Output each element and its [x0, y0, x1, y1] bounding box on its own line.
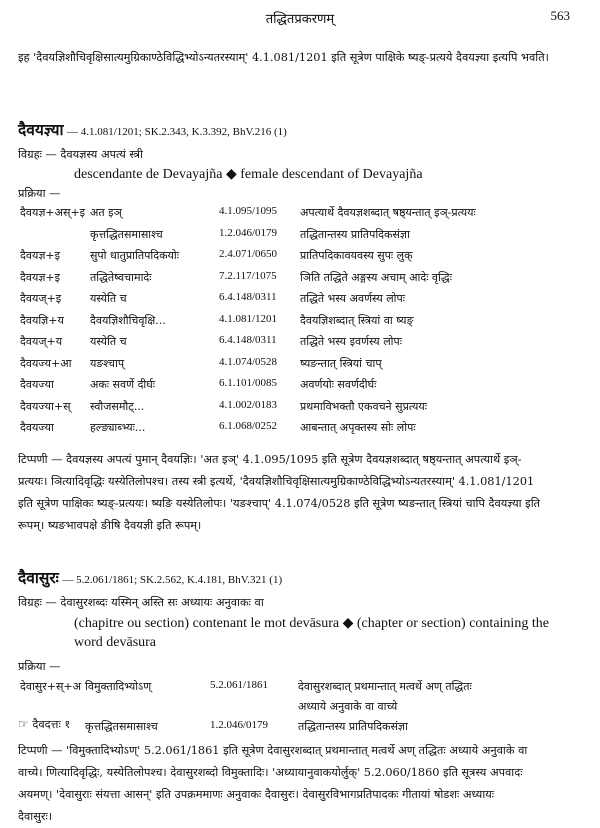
sutra-number: 6.1.068/0252: [219, 420, 278, 432]
prakriya-row: [0, 291, 600, 313]
sutra-number: 6.1.101/0085: [219, 377, 278, 389]
sutra-name: अत इञ्: [90, 206, 122, 219]
prakriya-row: [0, 719, 600, 741]
sutra-name: दैवयज्ञिशौचिवृक्षि...: [90, 313, 166, 327]
prakriya-row: [0, 399, 600, 421]
derivation-form: दैवयज्या: [20, 421, 54, 434]
tippani-line: टिप्पणी — दैवयज्ञस्य अपत्यं पुमान् दैवयज्ञिः। 'अत इञ्' 4.1.095/1095 इति सूत्रेण दैवयज्ञशब्दात् षष्ठ्यन्तात् अपत्यार्थे इञ्-: [18, 453, 522, 466]
entry-refs: — 4.1.081/1201; SK.2.343, K.3.392, BhV.216 (1): [66, 126, 287, 138]
explanation: तद्धितान्तस्य प्रातिपदिकसंज्ञा: [298, 720, 408, 733]
tippani-2: [18, 740, 584, 828]
prakriya-row: [0, 377, 600, 399]
derivation-form: दैवयज्+इ: [20, 292, 62, 305]
entry-heading-1: [18, 118, 287, 140]
page-number: 563: [550, 8, 570, 23]
prakriya-label: प्रक्रिया —: [18, 660, 61, 673]
explanation: तद्धिते भस्य अवर्णस्य लोपः: [300, 292, 405, 305]
tippani-line: प्रत्ययः। ञित्यादिवृद्धिः यस्येतिलोपश्च। तस्य स्त्री इत्यर्थे, 'दैवयज्ञिशौचिवृक्षिसात्यमुग्रिकाण्ठेविद्धिभ्योऽन्यतरस्याम्' 4.1.081/1201: [18, 475, 535, 488]
sutra-name: अकः सवर्णे दीर्घः: [90, 378, 155, 391]
translation: (chapitre ou section) contenant le mot devāsura ◆ (chapter or section) containing the: [74, 616, 549, 631]
entry-word: दैवासुरः: [18, 568, 59, 587]
entry-word: दैवयज्ञ्या: [18, 120, 64, 139]
derivation-form: दैवयज्या+स्: [20, 399, 71, 413]
daivadatta-note: [18, 717, 70, 732]
prakriya-row: [0, 248, 600, 270]
explanation: तद्धितान्तस्य प्रातिपदिकसंज्ञा: [300, 227, 410, 241]
explanation: ञिति तद्धिते अङ्गस्य अचाम् आदेः वृद्धिः: [300, 270, 452, 284]
daivadatta-text: दैवदत्तः १: [32, 718, 71, 731]
prakriya-row: [0, 356, 600, 378]
sutra-number: 1.2.046/0179: [210, 719, 269, 731]
prakriya-row: [0, 699, 600, 721]
explanation: तद्धिते भस्य इवर्णस्य लोपः: [300, 335, 402, 348]
tippani-line: वाच्ये। णित्यादिवृद्धिः, यस्येतिलोपश्च। देवासुरशब्दो विमुक्तादिः। 'अध्यायानुवाकयोर्लुक्' 5.2.060/1860 इति सूत्रस्य अपवादः: [18, 766, 523, 779]
explanation: अध्याये अनुवाके वा वाच्ये: [298, 700, 398, 713]
derivation-form: दैवयज्ञि+य: [20, 313, 64, 327]
sutra-number: 5.2.061/1861: [210, 679, 269, 691]
explanation: आबन्तात् अपृक्तस्य सोः लोपः: [300, 421, 416, 434]
tippani-line: टिप्पणी — 'विमुक्तादिभ्योऽण्' 5.2.061/1861 इति सूत्रेण देवासुरशब्दात् प्रथमान्तात् मत्वर्थे अण् तद्धितः अध्याये अनुवाके वा: [18, 744, 528, 757]
prakriya-label: प्रक्रिया —: [18, 187, 61, 200]
sutra-name: कृत्तद्धितसमासाश्च: [85, 720, 158, 733]
vigraha: विग्रहः — देवासुरशब्दः यस्मिन् अस्ति सः अध्यायः अनुवाकः वा: [18, 596, 264, 609]
intro-paragraph: इह 'दैवयज्ञिशौचिवृक्षिसात्यमुग्रिकाण्ठेविद्धिभ्योऽन्यतरस्याम्' 4.1.081/1201 इति सूत्रेण पाक्षिके ष्यङ्-प्रत्यये दैवयज्ञ्या इत्यपि भवति।: [18, 51, 549, 64]
sutra-number: 4.1.095/1095: [219, 205, 278, 217]
tippani-line: दैवासुरः।: [18, 810, 53, 823]
explanation: प्रथमाविभक्तौ एकवचने सुप्रत्ययः: [300, 399, 428, 413]
sutra-name: कृत्तद्धितसमासाश्च: [90, 227, 163, 241]
derivation-form: दैवयज्या: [20, 378, 54, 391]
explanation: अवर्णयोः सवर्णदीर्घः: [300, 378, 377, 391]
sutra-name: तद्धितेष्वचामादेः: [90, 270, 152, 284]
sutra-number: 2.4.071/0650: [219, 248, 278, 260]
explanation: प्रातिपदिकावयवस्य सुपः लुक्: [300, 249, 413, 262]
derivation-form: दैवयज्ञ+इ: [20, 249, 61, 262]
sutra-name: यङश्चाप्: [90, 356, 125, 370]
prakriya-row: [0, 205, 600, 227]
explanation: देवासुरशब्दात् प्रथमान्तात् मत्वर्थे अण् तद्धितः: [298, 680, 472, 693]
translation: descendante de Devayajña ◆ female descendant of Devayajña: [74, 167, 423, 182]
derivation-form: दैवयज्ञ+इ: [20, 270, 61, 284]
derivation-form: दैवयज्ञ+अस्+इ: [20, 206, 86, 219]
derivation-form: देवासुर+स्+अ: [20, 680, 82, 693]
sutra-number: 6.4.148/0311: [219, 291, 277, 303]
explanation: दैवयज्ञिशब्दात् स्त्रियां वा ष्यङ्: [300, 313, 414, 327]
sutra-number: 4.1.002/0183: [219, 398, 278, 411]
sutra-name: स्वौजसमौट्...: [90, 399, 145, 413]
prakriya-row: [0, 420, 600, 442]
prakriya-row: [0, 313, 600, 335]
running-title: तद्धितप्रकरणम्: [265, 12, 335, 27]
prakriya-row: [0, 679, 600, 701]
sutra-number: 4.1.081/1201: [219, 312, 278, 325]
sutra-number: 4.1.074/0528: [219, 355, 278, 368]
sutra-name: विमुक्तादिभ्योऽण्: [85, 680, 152, 693]
prakriya-row: [0, 334, 600, 356]
tippani-line: इति सूत्रेण पाक्षिकः ष्यङ्-प्रत्ययः। ष्यङि यस्येतिलोपः। 'यङश्चाप्' 4.1.074/0528 इति सूत्रेण ष्यङन्तात् स्त्रियां चापि दैवयज्ञ्या इति: [18, 497, 541, 510]
explanation: अपत्यार्थे दैवयज्ञशब्दात् षष्ठ्यन्तात् इञ्-प्रत्ययः: [300, 206, 476, 219]
sutra-name: यस्येति च: [90, 335, 127, 348]
sutra-name: यस्येति च: [90, 292, 127, 305]
translation: word devāsura: [74, 635, 157, 650]
derivation-form: दैवयज्+य: [20, 335, 63, 348]
vigraha: विग्रहः — दैवयज्ञस्य अपत्यं स्त्री: [18, 148, 143, 161]
entry-refs: — 5.2.061/1861; SK.2.562, K.4.181, BhV.321 (1): [62, 574, 283, 586]
prakriya-row: [0, 270, 600, 292]
tippani-1: [18, 449, 584, 537]
pointing-hand-icon: ☞: [18, 717, 29, 731]
sutra-number: 6.4.148/0311: [219, 334, 277, 346]
sutra-name: सुपो धातुप्रातिपदिकयोः: [90, 249, 179, 262]
tippani-line: रूपम्। ष्यङभावपक्षे ङीषि दैवयज्ञी इति रूपम्।: [18, 519, 202, 532]
prakriya-row: [0, 227, 600, 249]
sutra-number: 7.2.117/1075: [219, 269, 277, 282]
explanation: ष्यङन्तात् स्त्रियां चाप्: [300, 356, 382, 370]
sutra-number: 1.2.046/0179: [219, 226, 278, 239]
tippani-line: अयमण्। 'देवासुराः संयत्ता आसन्' इति उपक्रममाणः अनुवाकः दैवासुरः। देवासुरविभागप्रतिपादकः गीतायां षोडशः अध्यायः: [18, 788, 495, 801]
sutra-name: हल्ङ्याब्भ्यः...: [90, 421, 146, 434]
derivation-form: दैवयज्य+आ: [20, 356, 72, 370]
entry-heading-2: [18, 566, 282, 588]
